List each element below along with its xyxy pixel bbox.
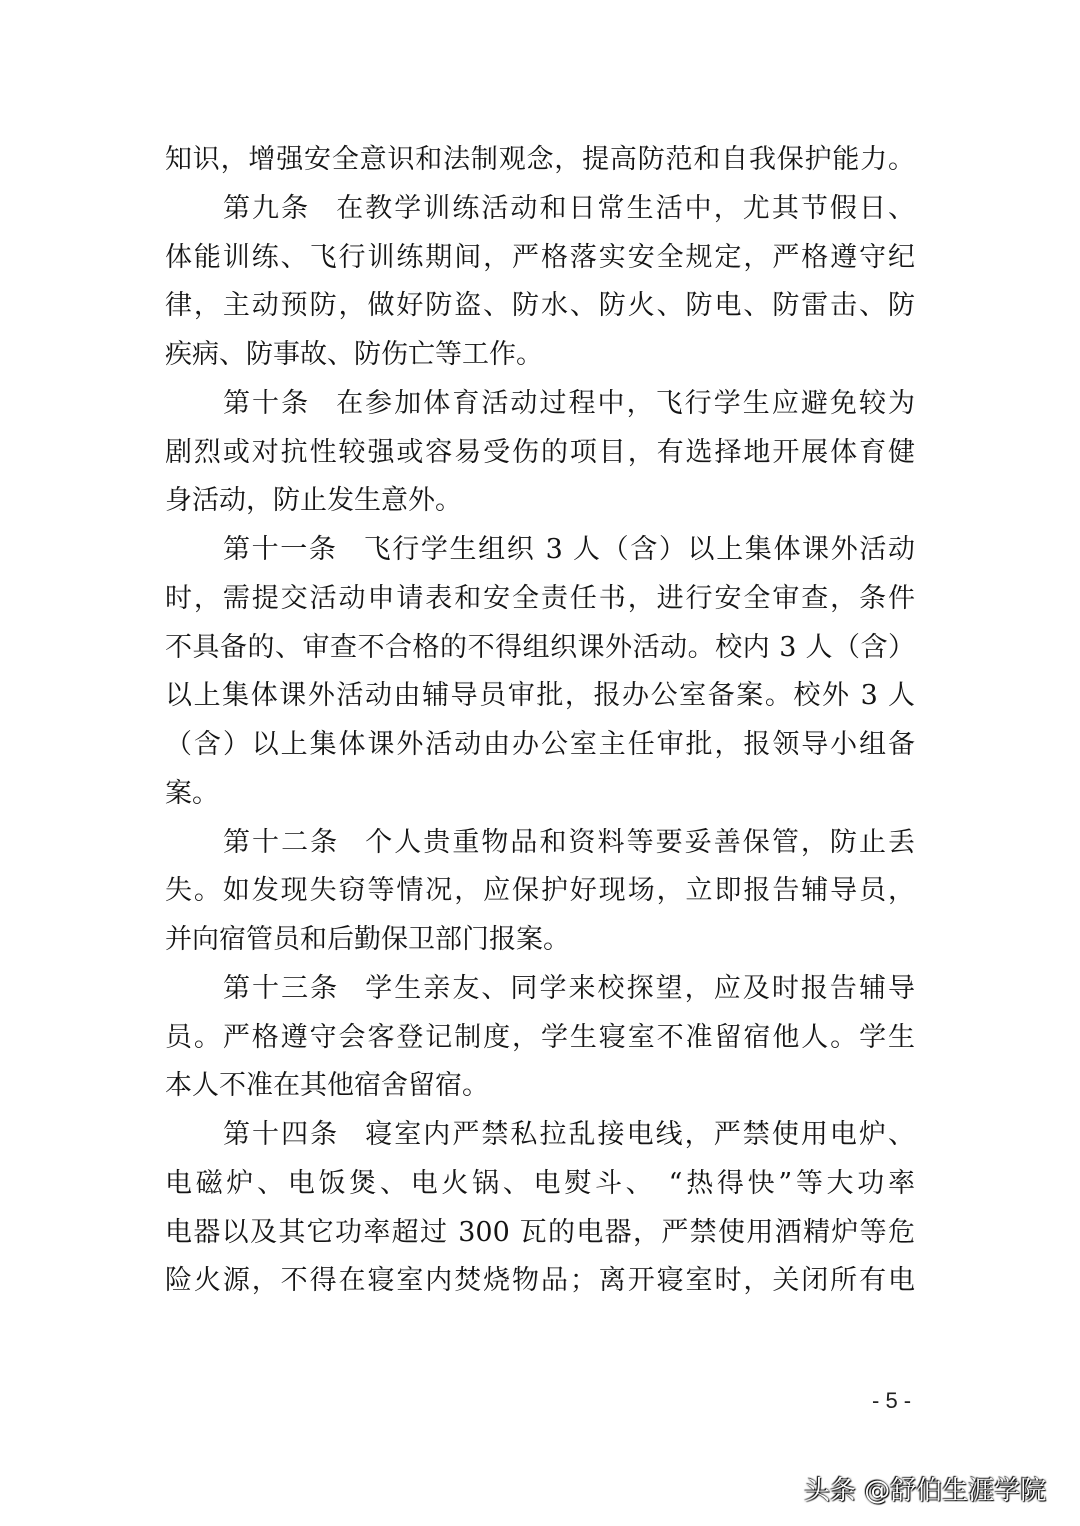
article-13-first-line bbox=[165, 965, 915, 1014]
document-body bbox=[165, 136, 915, 1306]
article-text: 寝室内严禁私拉乱接电线，严禁使用电炉、 bbox=[365, 1119, 915, 1150]
article-12-first-line bbox=[165, 819, 915, 868]
text-line: 电器以及其它功率超过 300 瓦的电器，严禁使用酒精炉等危 bbox=[165, 1216, 915, 1248]
article-heading: 第十三条 bbox=[223, 972, 340, 1004]
article-text: 个人贵重物品和资料等要妥善保管，防止丢 bbox=[365, 826, 915, 858]
article-heading: 第十条 bbox=[223, 387, 311, 419]
article-heading: 第十四条 bbox=[223, 1119, 340, 1150]
article-heading: 第九条 bbox=[223, 192, 311, 224]
article-heading: 第十二条 bbox=[223, 826, 340, 858]
text-line: （含）以上集体课外活动由办公室主任审批，报领导小组备 bbox=[165, 729, 915, 760]
text-line: 剧烈或对抗性较强或容易受伤的项目，有选择地开展体育健 bbox=[165, 436, 915, 468]
text-line: 员。严格遵守会客登记制度，学生寝室不准留宿他人。学生 bbox=[165, 1021, 915, 1053]
text-line: 不具备的、审查不合格的不得组织课外活动。校内 3 人（含） bbox=[165, 631, 915, 663]
article-10-first-line bbox=[165, 380, 915, 429]
article-9-first-line bbox=[165, 185, 915, 234]
text-line: 律，主动预防，做好防盗、防水、防火、防电、防雷击、防 bbox=[165, 290, 915, 322]
article-heading: 第十一条 bbox=[223, 534, 338, 565]
text-line: 体能训练、飞行训练期间，严格落实安全规定，严格遵守纪 bbox=[165, 241, 915, 273]
article-text: 在教学训练活动和日常生活中，尤其节假日、 bbox=[336, 192, 915, 224]
article-text: 在参加体育活动过程中，飞行学生应避免较为 bbox=[336, 387, 915, 419]
text-line: 案。 bbox=[165, 777, 219, 809]
article-text: 学生亲友、同学来校探望，应及时报告辅导 bbox=[365, 972, 915, 1004]
text-line: 疾病、防事故、防伤亡等工作。 bbox=[165, 339, 543, 370]
text-line: 并向宿管员和后勤保卫部门报案。 bbox=[165, 924, 570, 955]
text-line: 时，需提交活动申请表和安全责任书，进行安全审查，条件 bbox=[165, 582, 915, 614]
text-line: 险火源，不得在寝室内焚烧物品；离开寝室时，关闭所有电 bbox=[165, 1265, 915, 1297]
text-line: 电磁炉、电饭煲、电火锅、电熨斗、 “热得快”等大功率 bbox=[165, 1167, 915, 1199]
watermark: 头条 @舒伯生涯学院 bbox=[804, 1476, 1047, 1506]
article-text: 飞行学生组织 3 人（含）以上集体课外活动 bbox=[363, 534, 915, 565]
text-line: 身活动，防止发生意外。 bbox=[165, 485, 462, 517]
text-line: 失。如发现失窃等情况，应保护好现场，立即报告辅导员， bbox=[165, 875, 915, 907]
text-line: 本人不准在其他宿舍留宿。 bbox=[165, 1070, 489, 1102]
text-line: 知识，增强安全意识和法制观念，提高防范和自我保护能力。 bbox=[165, 144, 915, 175]
page-number: - 5 - bbox=[872, 1388, 912, 1413]
text-line: 以上集体课外活动由辅导员审批，报办公室备案。校外 3 人 bbox=[165, 680, 915, 712]
article-14-first-line bbox=[165, 1111, 915, 1160]
article-11-first-line bbox=[165, 526, 915, 575]
